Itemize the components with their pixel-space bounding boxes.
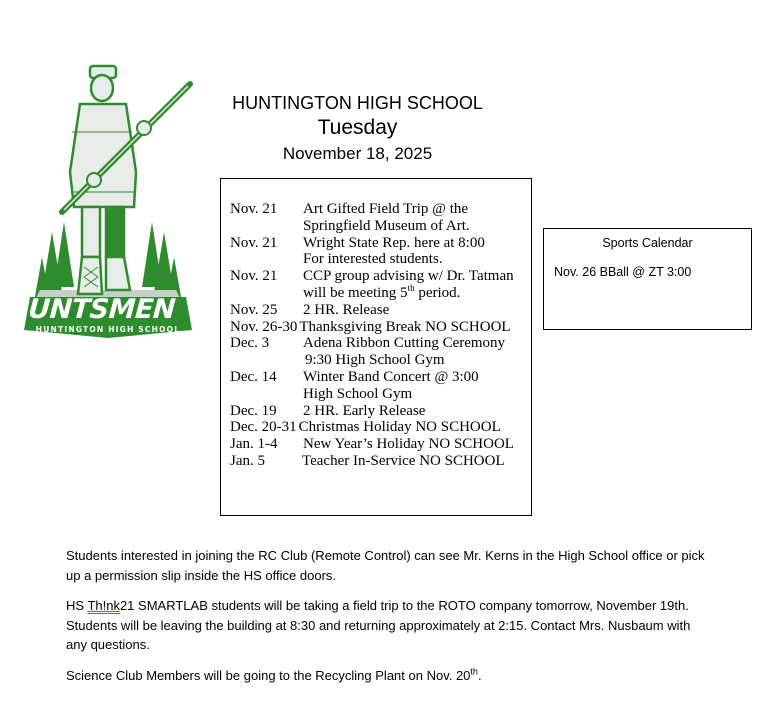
announcement-rc-club: Students interested in joining the RC Club (Remote Control) can see Mr. Kerns in the High School office or pick up a permission slip inside the HS office doors. <box>66 548 705 583</box>
event-text-continued: 9:30 High School Gym <box>305 352 445 369</box>
logo-subtitle: HUNTINGTON HIGH SCHOOL <box>35 325 181 334</box>
event-text: Thanksgiving Break NO SCHOOL <box>299 318 511 335</box>
events-list <box>230 201 530 470</box>
event-text-continued <box>230 282 530 302</box>
current-date: November 18, 2025 <box>282 144 433 163</box>
event-row <box>230 453 530 470</box>
events-calendar-box <box>220 178 532 516</box>
huntsmen-logo <box>22 62 194 342</box>
announcement-text: . <box>477 668 482 683</box>
event-text: Art Gifted Field Trip @ the <box>303 201 469 217</box>
ordinal-suffix: th <box>470 666 478 677</box>
sports-calendar-title: Sports Calendar <box>602 236 693 250</box>
event-row <box>230 302 530 319</box>
event-date: Nov. 25 <box>230 301 278 318</box>
day-of-week: Tuesday <box>317 116 398 139</box>
event-date: Dec. 14 <box>230 368 277 385</box>
event-date: Nov. 26-30 <box>230 318 298 335</box>
announcement-text: 21 SMARTLAB students will be taking a field trip to the ROTO company tomorrow, November 19th. Students will be leaving the building at 8:30 and returning approximately at 2:15. Contact Mrs. Nusbaum with any questions. <box>66 598 691 652</box>
event-text-continued: Springfield Museum of Art. <box>303 217 470 234</box>
announcement-text: Science Club Members will be going to the Recycling Plant on Nov. 20 <box>66 668 471 683</box>
spellcheck-flagged-word: Th!nk <box>87 598 120 613</box>
event-text: Winter Band Concert @ 3:00 <box>303 368 479 385</box>
event-date: Dec. 19 <box>230 402 277 419</box>
event-text-part: period. <box>414 284 461 301</box>
event-text: Christmas Holiday NO SCHOOL <box>298 419 501 436</box>
event-date: Nov. 21 <box>230 234 278 251</box>
announcement-text: HS <box>66 598 88 613</box>
event-text: 2 HR. Release <box>303 301 390 318</box>
event-date: Nov. 21 <box>230 268 278 285</box>
event-row <box>230 335 530 352</box>
event-row <box>230 436 530 453</box>
sports-calendar-box <box>543 228 752 330</box>
event-date: Nov. 21 <box>230 201 278 217</box>
event-row <box>230 369 530 386</box>
event-text: Adena Ribbon Cutting Ceremony <box>303 335 506 352</box>
event-text: 2 HR. Early Release <box>303 402 426 419</box>
event-row <box>230 403 530 420</box>
event-text: Teacher In-Service NO SCHOOL <box>302 452 505 469</box>
ordinal-suffix: th <box>407 282 415 293</box>
event-text: Wright State Rep. here at 8:00 <box>303 234 485 251</box>
event-text-continued: High School Gym <box>303 385 413 402</box>
event-date: Jan. 1-4 <box>230 436 278 453</box>
huntsman-mascot-icon <box>22 62 194 342</box>
event-row <box>230 419 530 436</box>
event-text-part: will be meeting 5 <box>303 284 408 301</box>
logo-wordmark: HUNTSMEN <box>22 294 177 325</box>
event-text: New Year’s Holiday NO SCHOOL <box>303 436 514 453</box>
event-row <box>230 319 530 336</box>
event-row <box>230 268 530 285</box>
event-text-continued: For interested students. <box>303 251 443 268</box>
page-header <box>220 92 495 165</box>
sports-event: Nov. 26 BBall @ ZT 3:00 <box>554 265 692 279</box>
event-row <box>230 235 530 252</box>
event-date: Jan. 5 <box>230 452 265 469</box>
event-text: CCP group advising w/ Dr. Tatman <box>303 268 514 285</box>
event-date: Dec. 20-31 <box>230 419 297 436</box>
announcement-science-club <box>66 666 706 686</box>
announcement-smartlab <box>66 596 706 655</box>
school-name: HUNTINGTON HIGH SCHOOL <box>232 93 483 113</box>
event-row <box>230 201 530 218</box>
event-date: Dec. 3 <box>230 335 270 352</box>
